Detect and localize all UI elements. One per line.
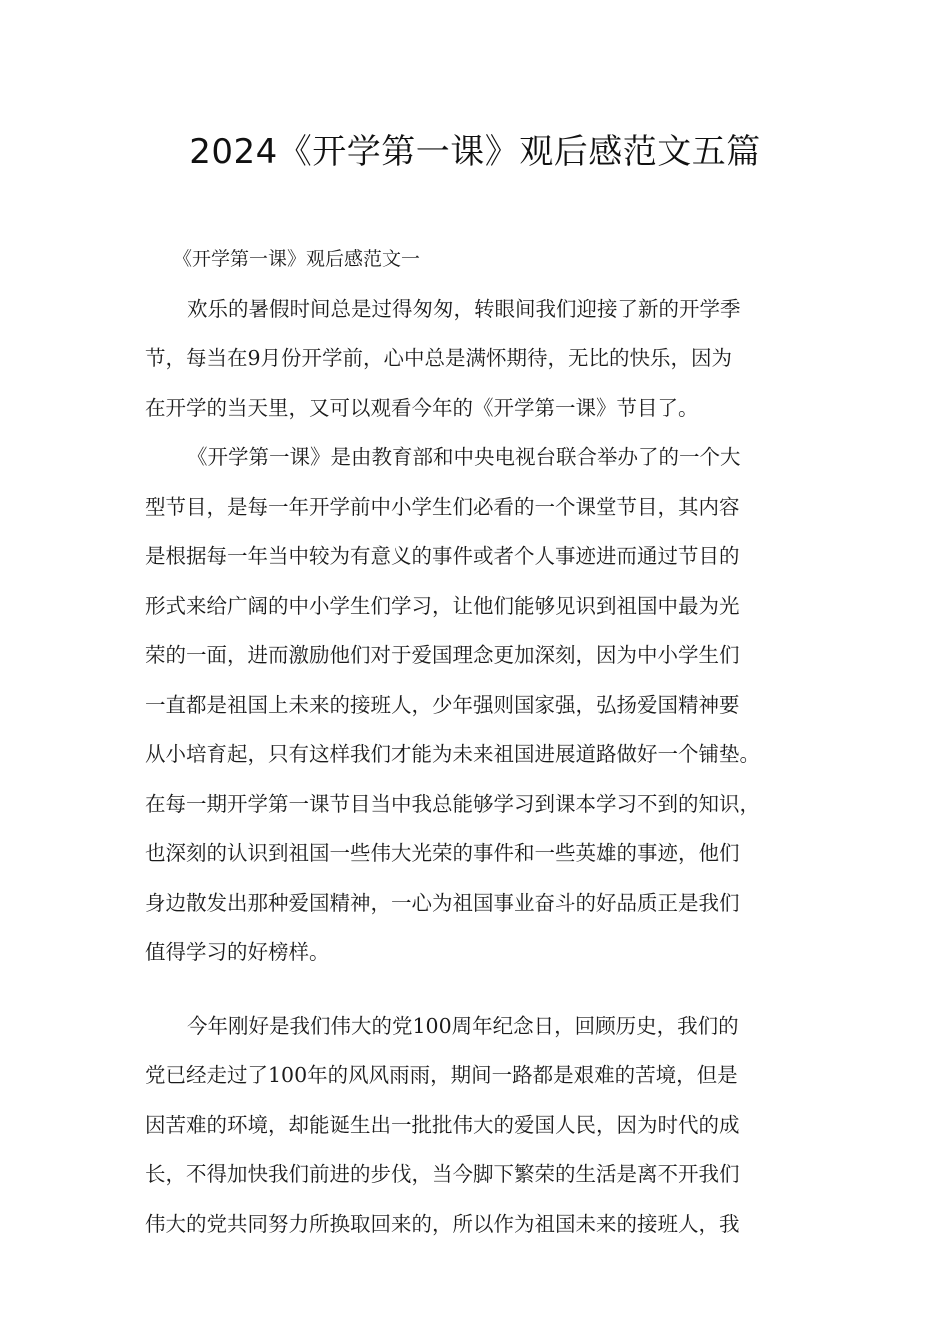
paragraph-line: 也深刻的认识到祖国一些伟大光荣的事件和一些英雄的事迹，他们 [145, 841, 740, 865]
paragraph-line: 在每一期开学第一课节目当中我总能够学习到课本学习不到的知识， [145, 791, 760, 816]
paragraph-line: 身边散发出那种爱国精神，一心为祖国事业奋斗的好品质正是我们 [145, 890, 740, 915]
paragraph-line: 今年刚好是我们伟大的党100周年纪念日，回顾历史，我们的 [187, 1013, 739, 1038]
paragraph-line: 型节目，是每一年开学前中小学生们必看的一个课堂节目，其内容 [145, 494, 740, 519]
paragraph [145, 285, 805, 434]
paragraph-line: 节，每当在9月份开学前，心中总是满怀期待，无比的快乐，因为 [145, 346, 733, 370]
paragraph-line: 形式来给广阔的中小学生们学习，让他们能够见识到祖国中最为光 [145, 593, 740, 618]
paragraph-line: 一直都是祖国上未来的接班人，少年强则国家强，弘扬爱国精神要 [145, 692, 740, 717]
section-heading: 《开学第一课》观后感范文一 [173, 248, 421, 270]
paragraph-line: 因苦难的环境，却能诞生出一批批伟大的爱国人民，因为时代的成 [145, 1112, 740, 1137]
paragraph [145, 1002, 805, 1250]
paragraph-line: 伟大的党共同努力所换取回来的，所以作为祖国未来的接班人，我 [145, 1211, 740, 1236]
paragraph-line: 党已经走过了100年的风风雨雨，期间一路都是艰难的苦境，但是 [145, 1063, 738, 1087]
paragraph-line: 荣的一面，进而激励他们对于爱国理念更加深刻，因为中小学生们 [145, 643, 740, 667]
paragraph-spacer [145, 978, 805, 1002]
paragraph-line: 是根据每一年当中较为有意义的事件或者个人事迹进而通过节目的 [145, 544, 740, 568]
paragraph-line: 在开学的当天里，又可以观看今年的《开学第一课》节目了。 [145, 395, 699, 420]
paragraph-line: 《开学第一课》是由教育部和中央电视台联合举办了的一个大 [187, 445, 741, 469]
paragraph [145, 433, 805, 978]
paragraph-line: 长，不得加快我们前进的步伐，当今脚下繁荣的生活是离不开我们 [145, 1162, 740, 1186]
document-body [145, 235, 805, 1249]
paragraph-line: 值得学习的好榜样。 [145, 940, 330, 964]
paragraph-line: 欢乐的暑假时间总是过得匆匆，转眼间我们迎接了新的开学季 [187, 296, 741, 321]
document-title: 2024《开学第一课》观后感范文五篇 [189, 132, 761, 172]
paragraph-line: 从小培育起，只有这样我们才能为未来祖国进展道路做好一个铺垫。 [145, 742, 760, 766]
